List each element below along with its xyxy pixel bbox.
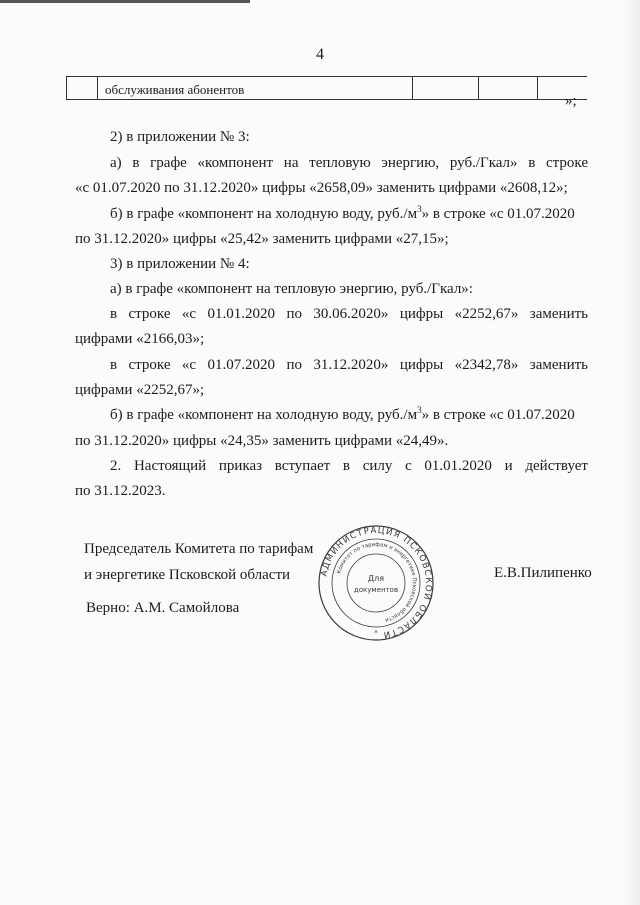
- superscript: 3: [417, 204, 422, 214]
- table-column-divider: [412, 77, 413, 99]
- text-segment: » в строке «с 01.07.2020: [421, 206, 575, 222]
- signatory-name: Е.В.Пилипенко: [494, 565, 592, 581]
- paragraph-appendix-3: 2) в приложении № 3:: [110, 129, 250, 145]
- table-fragment: [66, 76, 587, 100]
- scan-edge-shadow: [622, 0, 640, 905]
- paragraph-heat-line2: «с 01.07.2020 по 31.12.2020» цифры «2658,09» заменить цифрами «2608,12»;: [75, 180, 568, 196]
- official-seal-stamp: [316, 523, 436, 643]
- paragraph-effective-line2: по 31.12.2023.: [75, 483, 166, 499]
- text-segment: б) в графе «компонент на холодную воду, руб./м: [110, 407, 418, 423]
- seal-center-line1: Для: [367, 574, 385, 583]
- paragraph-water-line2: по 31.12.2020» цифры «25,42» заменить цифрами «27,15»;: [75, 231, 449, 247]
- paragraph-effective-line1: 2. Настоящий приказ вступает в силу с 01.01.2020 и действует: [110, 458, 588, 474]
- paragraph-water2-line1: [110, 406, 575, 424]
- text-segment: б) в графе «компонент на холодную воду, руб./м: [110, 206, 418, 222]
- paragraph-row1-line1: в строке «с 01.01.2020 по 30.06.2020» цифры «2252,67» заменить: [110, 306, 588, 322]
- seal-center-line2: документов: [353, 586, 399, 594]
- table-column-divider: [537, 77, 538, 99]
- scan-top-border: [0, 0, 250, 3]
- signatory-position-line2: и энергетике Псковской области: [84, 567, 291, 583]
- paragraph-appendix-4: 3) в приложении № 4:: [110, 256, 250, 272]
- paragraph-heat-energy-header: а) в графе «компонент на тепловую энергию, руб./Гкал»:: [110, 281, 473, 297]
- signatory-position-line1: Председатель Комитета по тарифам: [84, 541, 314, 557]
- table-column-divider: [97, 77, 98, 99]
- text-segment: » в строке «с 01.07.2020: [421, 407, 575, 423]
- seal-inner-text: Комитет по тарифам и энергетике Псковской области: [336, 541, 418, 623]
- paragraph-heat-line1: а) в графе «компонент на тепловую энергию, руб./Гкал» в строке: [110, 155, 588, 171]
- table-column-divider: [478, 77, 479, 99]
- paragraph-row2-line2: цифрами «2252,67»;: [75, 382, 205, 398]
- seal-outer-text: АДМИНИСТРАЦИЯ ПСКОВСКОЙ ОБЛАСТИ: [319, 525, 434, 640]
- superscript: 3: [417, 405, 422, 415]
- closing-quote: »;: [565, 93, 577, 109]
- paragraph-water-line1: [110, 205, 575, 223]
- paragraph-row1-line2: цифрами «2166,03»;: [75, 331, 205, 347]
- table-cell-text: обслуживания абонентов: [105, 82, 245, 97]
- paragraph-row2-line1: в строке «с 01.07.2020 по 31.12.2020» цифры «2342,78» заменить: [110, 357, 588, 373]
- seal-star-icon: *: [374, 629, 378, 637]
- signatory-position: [84, 536, 313, 588]
- page-number: 4: [316, 46, 324, 63]
- paragraph-water2-line2: по 31.12.2020» цифры «24,35» заменить цифрами «24,49».: [75, 433, 449, 449]
- verified-by: Верно: А.М. Самойлова: [86, 600, 240, 616]
